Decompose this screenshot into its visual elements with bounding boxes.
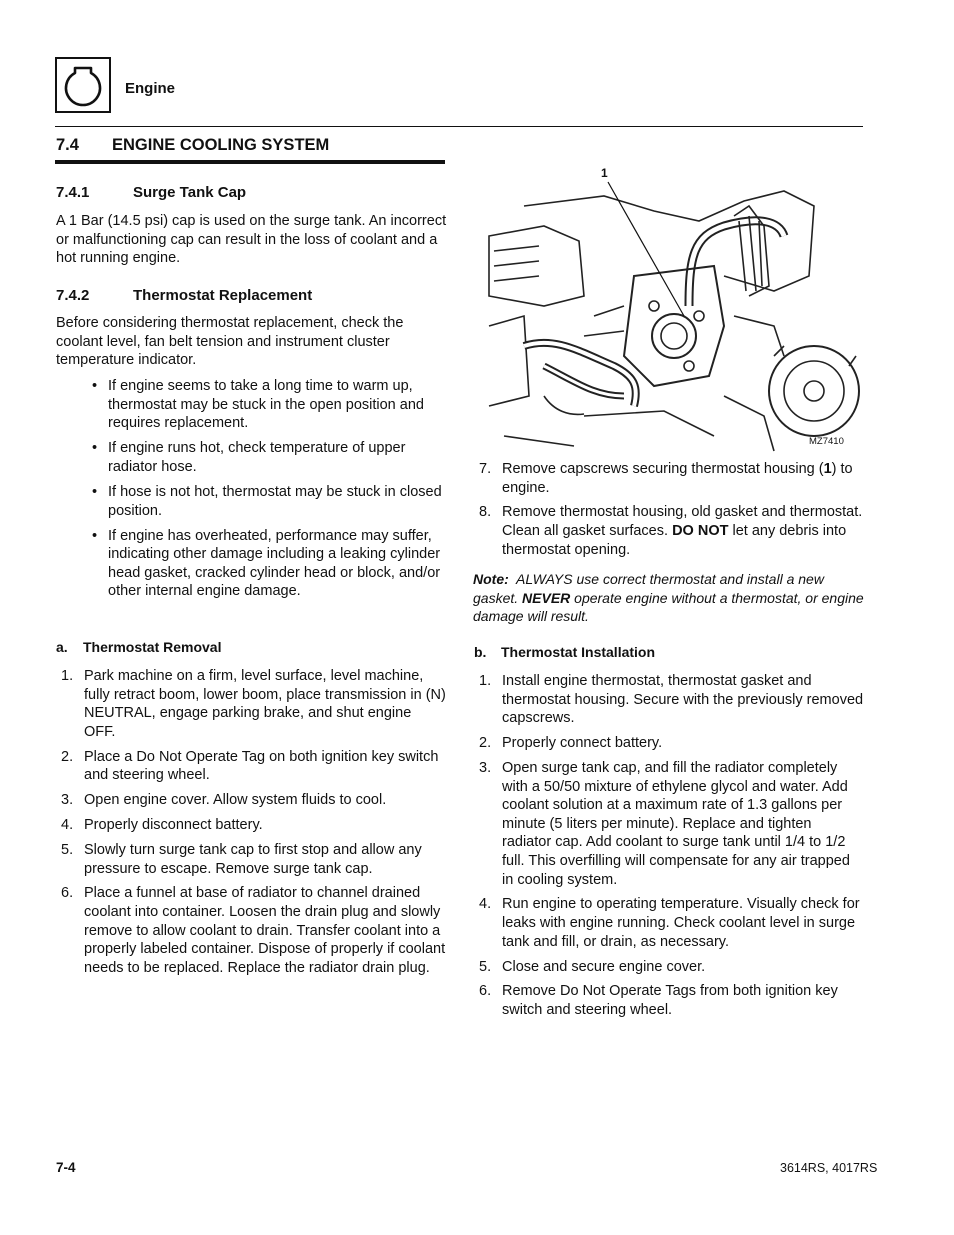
list-item: 6. Place a funnel at base of radiator to channel drained coolant into container. Loosen the drain plug and slowly remove to allow coolant to drain. Transfer coolant into a properly labeled container. Dispose of properly if coolant needs to be replaced. Replace the radiator drain plug.: [61, 885, 446, 976]
list-item: 4. Run engine to operating temperature. Visually check for leaks with engine running. Check coolant level in surge tank and fill, or drain, as necessary.: [479, 896, 860, 950]
list-item: 2. Place a Do Not Operate Tag on both ignition key switch and steering wheel.: [61, 748, 439, 784]
installation-steps: [474, 672, 864, 1026]
figure-callout-1: 1: [601, 166, 608, 180]
list-item: 6. Remove Do Not Operate Tags from both ignition key switch and steering wheel.: [479, 983, 838, 1018]
installation-letter: b.: [474, 644, 487, 660]
surge-tank-title: Surge Tank Cap: [133, 184, 247, 201]
thermostat-heading: [56, 287, 312, 304]
section-title-text: ENGINE COOLING SYSTEM: [112, 136, 330, 154]
thermostat-title: Thermostat Replacement: [133, 287, 313, 304]
removal-letter: a.: [56, 639, 68, 655]
list-item: 1. Park machine on a firm, level surface, level machine, fully retract boom, lower boom, place transmission in (N) NEUTRAL, engage parking brake, and shut engine OFF.: [61, 668, 446, 740]
installation-title: Thermostat Installation: [501, 644, 656, 660]
surge-tank-number: 7.4.1: [56, 184, 90, 201]
thermostat-intro: Before considering thermostat replacement, check the coolant level, fan belt tension and instrument cluster temperature indicator.: [56, 315, 404, 369]
list-item: • If engine runs hot, check temperature of upper radiator hose.: [92, 440, 406, 475]
list-item: 7. Remove capscrews securing thermostat housing (1) to engine.: [479, 461, 853, 496]
list-item: 4. Properly disconnect battery.: [61, 817, 263, 834]
list-item: 3. Open surge tank cap, and fill the radiator completely with a 50/50 mixture of ethylene glycol and water. Add coolant solution at a maximum rate of 1.3 gallons per minute (5 liters per minute). Replace and tighten radiator cap. Add coolant to surge tank until 1/4 to 1/2 full. This overfilling will compensate for any air trapped in cooling system.: [479, 759, 850, 888]
callout-leader: [608, 182, 684, 316]
list-item: • If hose is not hot, thermostat may be stuck in closed position.: [92, 483, 442, 519]
note: Note: ALWAYS use correct thermostat and install a new gasket. NEVER operate engine without a thermostat, or engine damage will result.: [473, 571, 864, 625]
removal-title: Thermostat Removal: [83, 639, 222, 655]
note-label: Note:: [473, 571, 509, 587]
running-header: Engine: [125, 80, 176, 97]
surge-tank-heading: [56, 184, 246, 201]
engine-figure: [484, 166, 860, 456]
symptom-list: [92, 377, 448, 608]
section-rule: [55, 160, 445, 164]
list-item: 1. Install engine thermostat, thermostat gasket and thermostat housing. Secure with the previously removed capscrews.: [479, 673, 864, 727]
removal-steps: [56, 667, 446, 984]
thermostat-number: 7.4.2: [56, 287, 90, 304]
list-item: • If engine seems to take a long time to warm up, thermostat may be stuck in the open position and requires replacement.: [92, 378, 424, 432]
removal-steps-continued: [474, 460, 864, 566]
installation-heading: [474, 644, 655, 660]
list-item: 8. Remove thermostat housing, old gasket and thermostat. Clean all gasket surfaces. DO NOT let any debris into thermostat opening.: [479, 504, 863, 558]
figure-id: MZ7410: [809, 436, 844, 447]
surge-tank-paragraph: A 1 Bar (14.5 psi) cap is used on the surge tank. An incorrect or malfunctioning cap can result in the loss of coolant and a hot running engine.: [56, 213, 447, 267]
list-item: 3. Open engine cover. Allow system fluids to cool.: [61, 792, 387, 809]
page-number: 7-4: [56, 1160, 76, 1175]
engine-icon: [55, 57, 111, 113]
model-numbers: 3614RS, 4017RS: [780, 1161, 878, 1175]
header-rule: [55, 126, 863, 127]
section-title: [56, 136, 329, 155]
list-item: 5. Slowly turn surge tank cap to first stop and allow any pressure to escape. Remove surge tank cap.: [61, 841, 422, 877]
list-item: 2. Properly connect battery.: [479, 735, 663, 752]
list-item: • If engine has overheated, performance may suffer, indicating other damage including a leaking cylinder head gasket, cracked cylinder head or block, and/or other internal engine damage.: [92, 527, 441, 600]
list-item: 5. Close and secure engine cover.: [479, 958, 706, 975]
removal-heading: [56, 639, 221, 655]
section-number: 7.4: [56, 136, 79, 154]
